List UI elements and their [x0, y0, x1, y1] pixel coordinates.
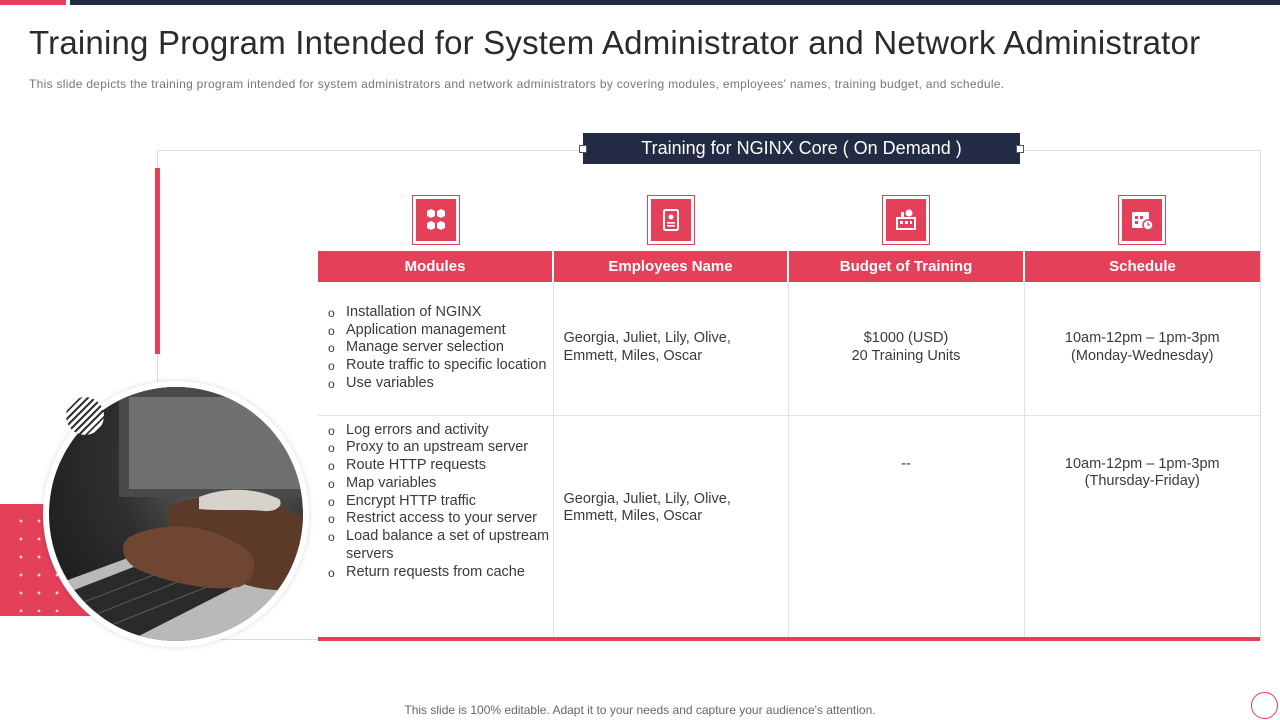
list-item: o Log errors and activity — [328, 422, 553, 440]
list-item: o Restrict access to your server — [328, 510, 553, 528]
list-item: o Return requests from cache — [328, 564, 553, 582]
header-handle-right — [1016, 145, 1024, 153]
modules-cell — [318, 282, 553, 415]
schedule-days: (Monday-Wednesday) — [1071, 348, 1214, 365]
list-item: o Manage server selection — [328, 339, 553, 357]
training-header-text: Training for NGINX Core ( On Demand ) — [641, 138, 962, 158]
list-item: o Encrypt HTTP traffic — [328, 493, 553, 511]
budget-icon — [882, 195, 930, 245]
module-list — [328, 422, 553, 582]
left-accent-bar — [155, 168, 160, 354]
employee-badge-icon — [647, 195, 695, 245]
table-header-row — [318, 251, 1260, 282]
top-accent-bar — [0, 0, 66, 5]
list-item: o Load balance a set of upstream servers — [328, 528, 553, 564]
list-item: o Proxy to an upstream server — [328, 439, 553, 457]
training-table — [318, 251, 1260, 638]
table-row — [318, 282, 1260, 415]
schedule-cell — [1024, 415, 1260, 637]
column-header-employees: Employees Name — [553, 251, 788, 282]
list-item: o Application management — [328, 322, 553, 340]
modules-cell — [318, 415, 553, 637]
list-item: o Installation of NGINX — [328, 304, 553, 322]
list-item: o Map variables — [328, 475, 553, 493]
schedule-days: (Thursday-Friday) — [1084, 473, 1200, 490]
list-item: o Route HTTP requests — [328, 457, 553, 475]
modules-icon — [412, 195, 460, 245]
header-handle-left — [579, 145, 587, 153]
top-dark-bar — [70, 0, 1280, 5]
budget-amount: $1000 (USD) — [863, 330, 949, 347]
employees-cell: Georgia, Juliet, Lily, Olive, Emmett, Miles, Oscar — [553, 415, 788, 637]
decorative-hatched-circle — [66, 397, 104, 435]
column-header-modules: Modules — [318, 251, 553, 282]
budget-cell — [788, 282, 1024, 415]
schedule-cell — [1024, 282, 1260, 415]
table-bottom-bar — [318, 637, 1260, 641]
decorative-corner-circle — [1251, 692, 1278, 719]
schedule-time: 10am-12pm – 1pm-3pm — [1064, 330, 1220, 347]
slide-subtitle: This slide depicts the training program intended for system administrators and network administrators by covering modules, employees' names, training budget, and schedule. — [29, 77, 1005, 91]
list-item: o Route traffic to specific location — [328, 357, 553, 375]
employees-cell: Georgia, Juliet, Lily, Olive, Emmett, Miles, Oscar — [553, 282, 788, 415]
calendar-icon — [1118, 195, 1166, 245]
footer-note: This slide is 100% editable. Adapt it to your needs and capture your audience's attention. — [404, 703, 876, 717]
slide-title: Training Program Intended for System Administrator and Network Administrator — [29, 24, 1201, 61]
schedule-time: 10am-12pm – 1pm-3pm — [1064, 455, 1220, 472]
table-row — [318, 415, 1260, 637]
column-header-budget: Budget of Training — [788, 251, 1024, 282]
budget-amount: -- — [901, 455, 911, 472]
budget-units: 20 Training Units — [851, 348, 961, 365]
training-header — [583, 133, 1020, 164]
budget-cell — [788, 415, 1024, 637]
module-list — [328, 304, 553, 393]
column-header-schedule: Schedule — [1024, 251, 1260, 282]
list-item: o Use variables — [328, 375, 553, 393]
